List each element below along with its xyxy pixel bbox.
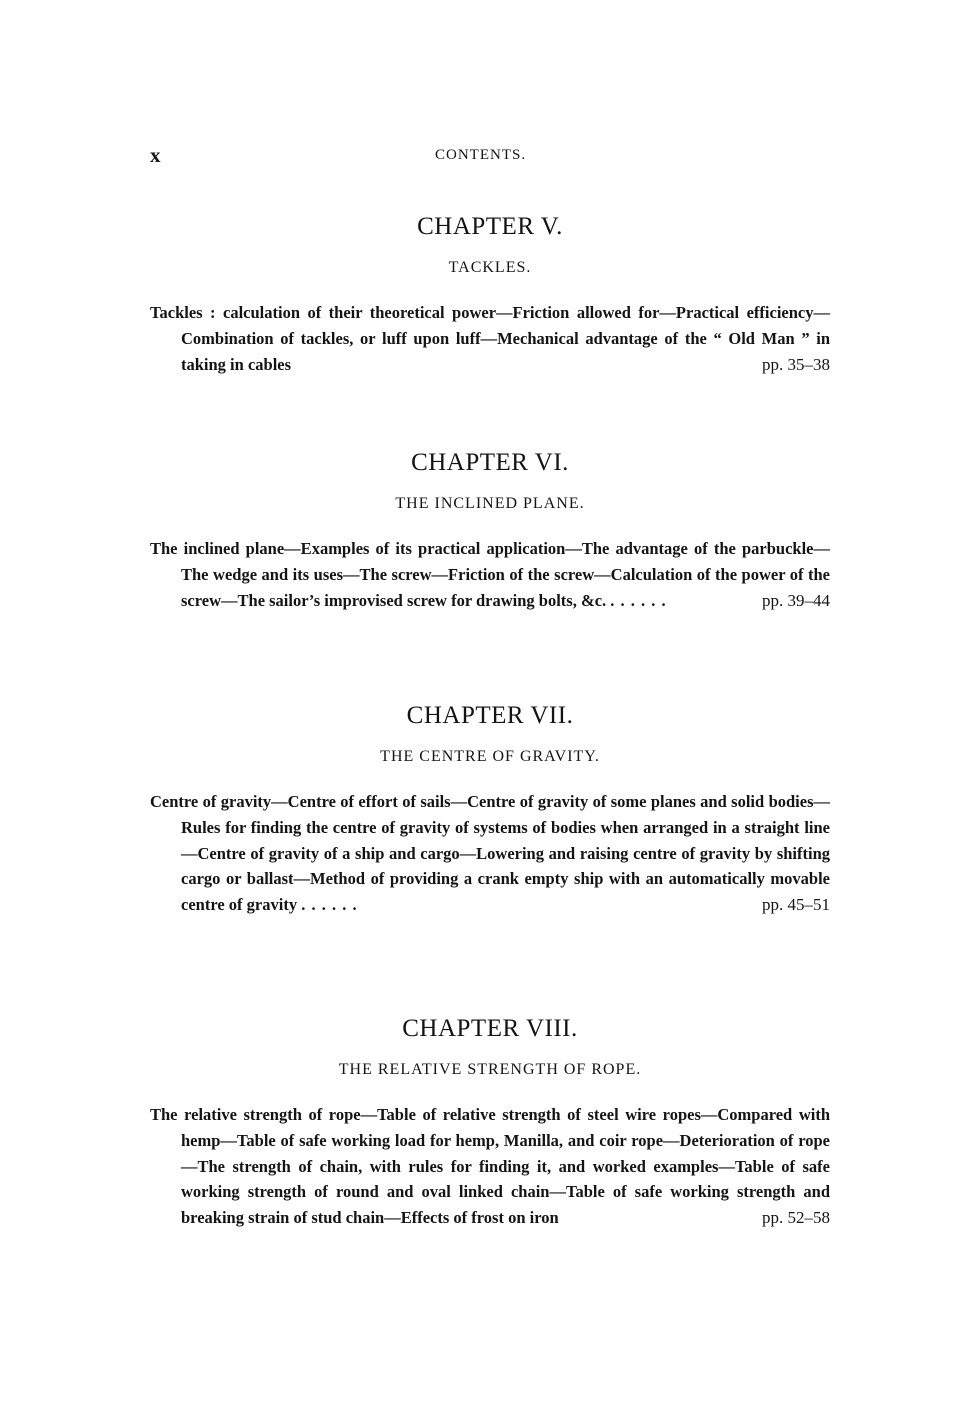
chapter-subtitle: THE INCLINED PLANE. — [395, 495, 585, 512]
summary-text: The inclined plane—Examples of its practical application—The advantage of the parbuckle—The wedge and its uses—The screw—Friction of the screw—Calculation of the power of the screw—The sailor’s improvised screw for drawing bolts, &c. — [150, 539, 830, 610]
summary-text: Centre of gravity—Centre of effort of sails—Centre of gravity of some planes and solid bodies—Rules for finding the centre of gravity of systems of bodies when arranged in a straight line—Centre of gravity of a ship and cargo—Lowering and raising centre of gravity by shifting cargo or ballast—Method of providing a crank empty ship with an automatically movable centre of gravity — [150, 792, 830, 915]
dot-leader: . . . . . . — [301, 895, 358, 915]
page-numeral: x — [150, 143, 161, 167]
running-title: CONTENTS. — [435, 147, 527, 163]
chapter-heading: CHAPTER VIII. — [402, 1015, 578, 1042]
chapter-section-8 — [150, 1014, 830, 1231]
chapter-heading: CHAPTER VII. — [406, 702, 574, 729]
chapter-summary — [150, 789, 830, 918]
chapter-subtitle: THE CENTRE OF GRAVITY. — [380, 748, 600, 765]
chapter-heading: CHAPTER V. — [417, 213, 563, 240]
chapter-summary — [150, 300, 830, 377]
running-head — [150, 143, 830, 167]
chapter-section-5 — [150, 212, 830, 377]
summary-text: The relative strength of rope—Table of relative strength of steel wire ropes—Compared with hemp—Table of safe working load for hemp, Manilla, and coir rope—Deterioration of rope—The strength of chain, with rules for finding it, and worked examples—Table of safe working strength of round and oval linked chain—Table of safe working strength and breaking strain of stud chain—Effects of frost on iron — [150, 1105, 830, 1228]
chapter-subtitle: THE RELATIVE STRENGTH OF ROPE. — [338, 1061, 642, 1078]
chapter-summary — [150, 536, 830, 613]
chapter-section-7 — [150, 701, 830, 918]
dot-leader: . . . . . . — [610, 590, 667, 610]
chapter-heading: CHAPTER VI. — [411, 449, 569, 476]
page-range: pp. 52–58 — [762, 1208, 830, 1228]
chapter-section-6 — [150, 448, 830, 613]
page-range: pp. 35–38 — [762, 354, 830, 374]
chapter-subtitle: TACKLES. — [448, 259, 532, 276]
page-range: pp. 39–44 — [762, 590, 830, 610]
summary-text: Tackles : calculation of their theoretical power—Friction allowed for—Practical efficiency—Combination of tackles, or luff upon luff—Mechanical advantage of the “ Old Man ” in taking in cables — [150, 303, 830, 374]
chapter-summary — [150, 1102, 830, 1231]
page-range: pp. 45–51 — [762, 895, 830, 915]
